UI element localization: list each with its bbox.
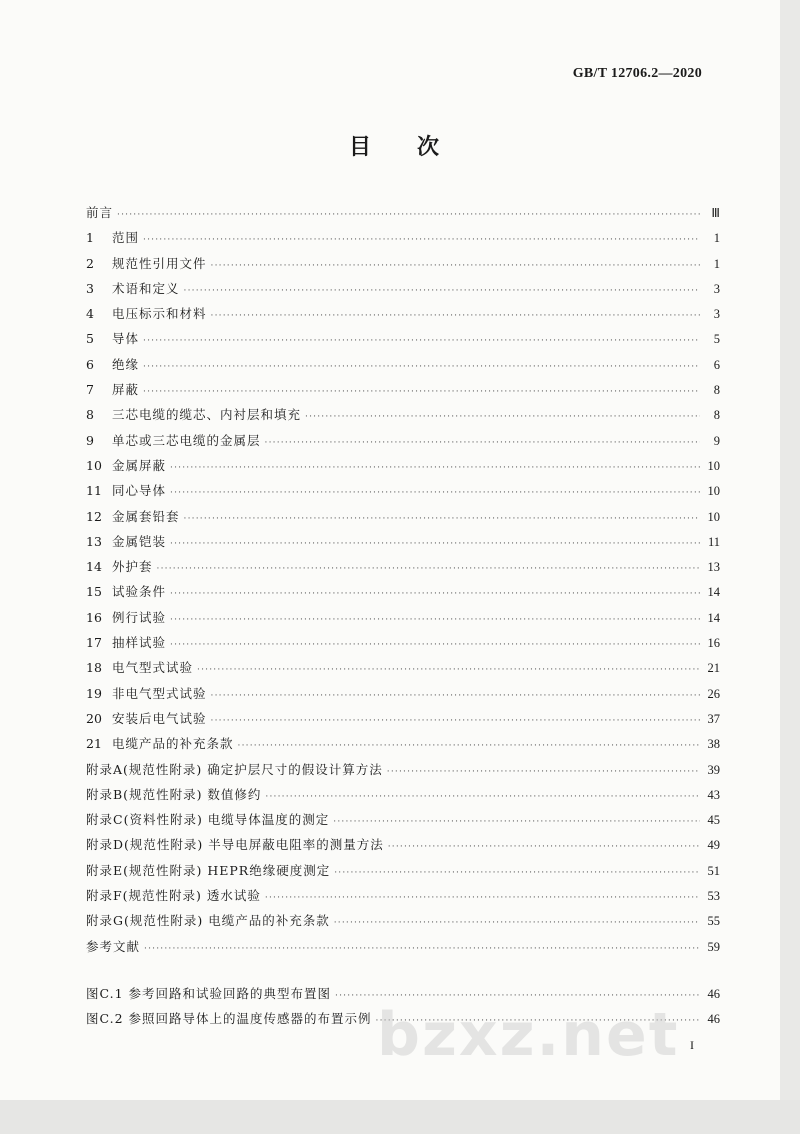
- toc-entry-number: 5: [86, 331, 94, 347]
- toc-entry-label: 金属屏蔽: [112, 457, 167, 473]
- toc-entry-number: 17: [86, 635, 102, 651]
- toc-entry-label: 电压标示和材料: [112, 306, 207, 322]
- dot-leader: [143, 228, 700, 253]
- page-number: I: [690, 1038, 694, 1052]
- toc-entry[interactable]: [86, 251, 720, 276]
- toc-entry[interactable]: [86, 630, 720, 655]
- toc-entry-page: 38: [707, 737, 720, 752]
- toc-entry[interactable]: [86, 807, 720, 832]
- dot-leader: [265, 431, 700, 456]
- dot-leader: [170, 633, 700, 658]
- dot-leader: [334, 911, 700, 936]
- toc-entry-page: 6: [713, 357, 720, 372]
- toc-entry-label: 金属套铅套: [112, 508, 180, 524]
- toc-entry[interactable]: [86, 757, 720, 782]
- toc-entry[interactable]: [86, 605, 720, 630]
- toc-entry-label: 附录G(规范性附录) 电缆产品的补充条款: [86, 913, 330, 929]
- toc-entry-page: 37: [707, 711, 720, 726]
- toc-entry[interactable]: [86, 782, 720, 807]
- toc-entry-label: 屏蔽: [112, 382, 140, 398]
- toc-entry-number: 14: [86, 559, 102, 575]
- toc-entry-label: 参考文献: [86, 938, 141, 954]
- toc-entry[interactable]: [86, 377, 720, 402]
- dot-leader: [184, 279, 700, 304]
- dot-leader: [211, 709, 700, 734]
- table-of-contents: [86, 200, 720, 959]
- toc-entry-label: 例行试验: [112, 609, 167, 625]
- figures-entry-label: 图C.2 参照回路导体上的温度传感器的布置示例: [86, 1011, 372, 1027]
- dot-leader: [170, 532, 700, 557]
- toc-entry-number: 8: [86, 407, 94, 423]
- dot-leader: [157, 557, 700, 582]
- toc-entry-label: 范围: [112, 230, 140, 246]
- standard-number: GB/T 12706.2—2020: [572, 66, 702, 81]
- figures-entry-label: 图C.1 参考回路和试验回路的典型布置图: [86, 986, 332, 1001]
- toc-entry-page: 10: [707, 509, 720, 524]
- dot-leader: [170, 608, 700, 633]
- toc-entry-number: 11: [86, 483, 102, 499]
- toc-entry-page: 8: [713, 383, 720, 398]
- toc-entry-page: 1: [713, 231, 720, 246]
- toc-title-char-2: 次: [417, 134, 442, 160]
- toc-entry-label: 安装后电气试验: [112, 710, 207, 726]
- dot-leader: [143, 329, 700, 354]
- toc-entry[interactable]: [86, 504, 720, 529]
- toc-entry-page: 45: [707, 813, 720, 828]
- toc-entry-page: 51: [707, 863, 720, 878]
- toc-entry[interactable]: [86, 301, 720, 326]
- toc-entry-page: 14: [707, 610, 720, 625]
- toc-entry[interactable]: [86, 225, 720, 250]
- toc-entry-number: 12: [86, 508, 102, 524]
- toc-entry[interactable]: [86, 655, 720, 680]
- toc-entry-page: 8: [713, 408, 720, 423]
- toc-title: [0, 130, 790, 161]
- dot-leader: [265, 886, 700, 911]
- toc-entry[interactable]: [86, 934, 720, 959]
- toc-entry-label: 术语和定义: [112, 280, 180, 296]
- dot-leader: [211, 254, 700, 279]
- toc-entry-page: 39: [707, 762, 720, 777]
- toc-entry-page: 10: [707, 484, 720, 499]
- toc-entry[interactable]: [86, 554, 720, 579]
- toc-entry[interactable]: [86, 832, 720, 857]
- dot-leader: [144, 937, 700, 962]
- toc-entry[interactable]: [86, 326, 720, 351]
- toc-entry-page: 14: [707, 585, 720, 600]
- toc-entry-page: 1: [713, 256, 720, 271]
- toc-entry[interactable]: [86, 428, 720, 453]
- toc-entry-page: 10: [707, 458, 720, 473]
- dot-leader: [197, 658, 700, 683]
- toc-entry-label: 单芯或三芯电缆的金属层: [112, 432, 261, 448]
- dot-leader: [333, 810, 700, 835]
- toc-entry-number: 3: [86, 280, 94, 296]
- dot-leader: [170, 456, 700, 481]
- figures-entry-page: 46: [707, 1012, 720, 1027]
- toc-entry-label: 规范性引用文件: [112, 255, 207, 271]
- toc-entry-label: 抽样试验: [112, 635, 167, 651]
- toc-entry-page: 5: [713, 332, 720, 347]
- toc-entry-number: 1: [86, 230, 94, 246]
- toc-entry[interactable]: [86, 402, 720, 427]
- toc-entry[interactable]: [86, 681, 720, 706]
- toc-entry-page: 43: [707, 787, 720, 802]
- toc-entry[interactable]: [86, 908, 720, 933]
- toc-entry-number: 2: [86, 255, 94, 271]
- toc-entry-page: 21: [707, 661, 720, 676]
- toc-entry-number: 6: [86, 356, 94, 372]
- toc-entry[interactable]: [86, 200, 720, 225]
- toc-entry-label: 绝缘: [112, 356, 140, 372]
- toc-entry-label: 附录C(资料性附录) 电缆导体温度的测定: [86, 812, 330, 828]
- toc-entry[interactable]: [86, 706, 720, 731]
- toc-entry-page: 49: [707, 838, 720, 853]
- dot-leader: [305, 405, 700, 430]
- dot-leader: [211, 304, 700, 329]
- dot-leader: [170, 582, 700, 607]
- dot-leader: [170, 481, 700, 506]
- toc-entry-label: 附录F(规范性附录) 透水试验: [86, 888, 261, 904]
- dot-leader: [117, 203, 700, 228]
- toc-entry-number: 20: [86, 710, 102, 726]
- toc-entry-label: 三芯电缆的缆芯、内衬层和填充: [112, 407, 302, 423]
- toc-entry-page: 11: [707, 534, 720, 549]
- toc-entry-page: 3: [713, 307, 720, 322]
- toc-entry-number: 19: [86, 685, 102, 701]
- toc-entry-label: 金属铠装: [112, 533, 167, 549]
- dot-leader: [143, 355, 700, 380]
- toc-entry-number: 7: [86, 382, 94, 398]
- dot-leader: [265, 785, 700, 810]
- toc-entry-number: 21: [86, 736, 102, 752]
- figures-entry-page: 46: [707, 987, 720, 1001]
- toc-entry-label: 附录B(规范性附录) 数值修约: [86, 786, 262, 802]
- toc-entry-label: 非电气型式试验: [112, 685, 207, 701]
- toc-title-char-1: 目: [348, 134, 373, 160]
- toc-entry-label: 电缆产品的补充条款: [112, 736, 234, 752]
- toc-entry-label: 附录A(规范性附录) 确定护层尺寸的假设计算方法: [86, 761, 383, 777]
- toc-entry[interactable]: [86, 529, 720, 554]
- dot-leader: [334, 861, 700, 886]
- toc-entry[interactable]: [86, 276, 720, 301]
- dot-leader: [388, 835, 700, 860]
- toc-entry[interactable]: [86, 579, 720, 604]
- toc-entry[interactable]: [86, 858, 720, 883]
- toc-entry-page: Ⅲ: [711, 206, 720, 220]
- toc-entry-page: 59: [707, 939, 720, 954]
- toc-entry[interactable]: [86, 352, 720, 377]
- toc-entry[interactable]: [86, 883, 720, 908]
- toc-entry-label: 同心导体: [112, 483, 167, 499]
- scan-margin: [0, 1100, 800, 1134]
- toc-entry-number: 9: [86, 432, 94, 448]
- dot-leader: [184, 507, 700, 532]
- toc-entry-label: 电气型式试验: [112, 660, 194, 676]
- toc-entry-number: 18: [86, 660, 102, 676]
- toc-entry-page: 26: [707, 686, 720, 701]
- toc-entry-label: 前言: [86, 205, 114, 220]
- dot-leader: [211, 684, 700, 709]
- toc-entry-page: 53: [707, 889, 720, 904]
- toc-entry-page: 16: [707, 636, 720, 651]
- toc-entry-page: 9: [713, 433, 720, 448]
- toc-entry-number: 10: [86, 457, 102, 473]
- toc-entry[interactable]: [86, 731, 720, 756]
- watermark-text: bzxz.net: [377, 1000, 680, 1070]
- toc-entry-label: 外护套: [112, 559, 153, 575]
- toc-entry-number: 4: [86, 306, 94, 322]
- toc-entry[interactable]: [86, 478, 720, 503]
- toc-entry-page: 13: [707, 560, 720, 575]
- toc-entry-number: 16: [86, 609, 102, 625]
- toc-entry-label: 附录E(规范性附录) HEPR绝缘硬度测定: [86, 862, 331, 878]
- toc-entry-number: 13: [86, 533, 102, 549]
- toc-entry[interactable]: [86, 453, 720, 478]
- toc-entry-page: 3: [713, 281, 720, 296]
- toc-entry-label: 试验条件: [112, 584, 167, 600]
- toc-entry-label: 附录D(规范性附录) 半导电屏蔽电阻率的测量方法: [86, 837, 384, 853]
- toc-entry-number: 15: [86, 584, 102, 600]
- dot-leader: [387, 760, 700, 785]
- toc-entry-page: 55: [707, 914, 720, 929]
- toc-entry-label: 导体: [112, 331, 140, 347]
